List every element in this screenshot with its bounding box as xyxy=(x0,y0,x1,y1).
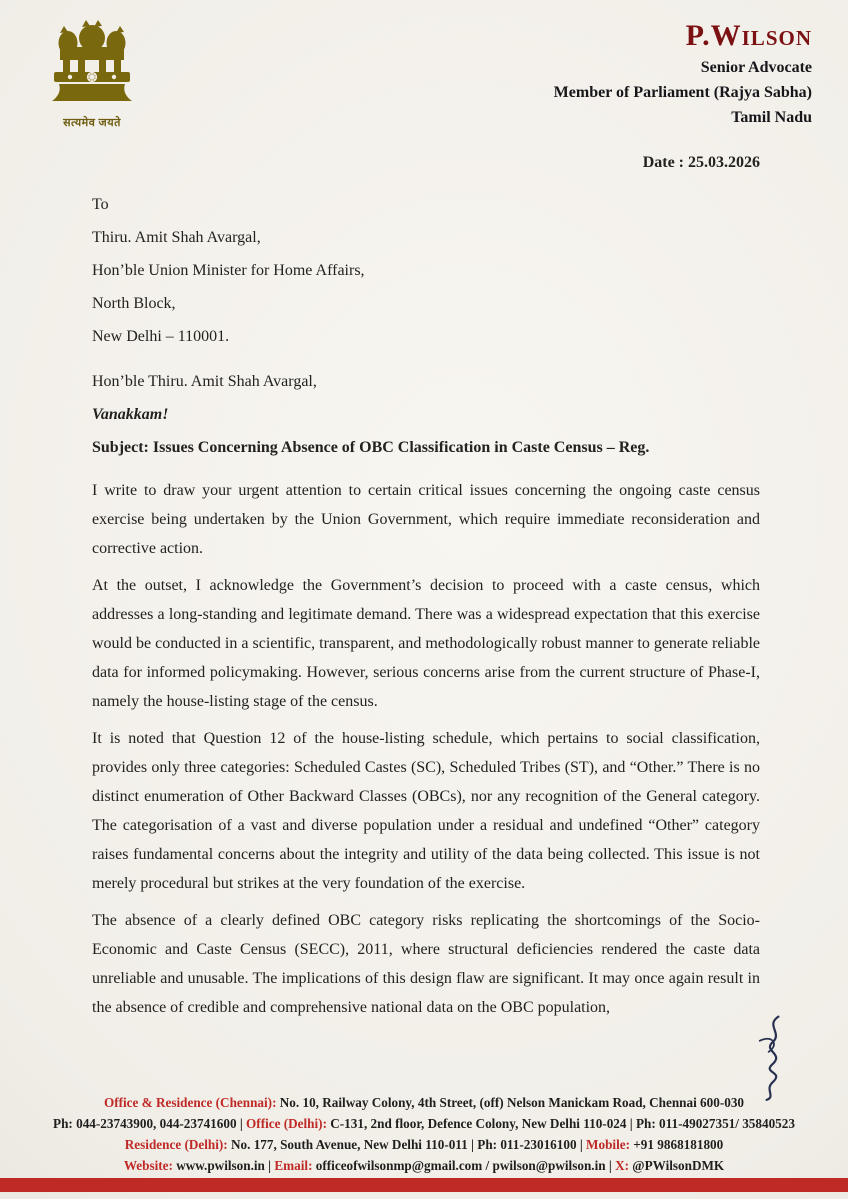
footer-line-chennai xyxy=(14,1092,834,1113)
ashoka-emblem-icon xyxy=(49,16,135,112)
ashoka-emblem xyxy=(40,16,144,130)
footer-contact-block xyxy=(14,1092,834,1176)
footer-label-delhi-residence: Residence (Delhi): xyxy=(124,1137,228,1152)
recipient-to: To xyxy=(92,196,109,213)
sender-title-advocate: Senior Advocate xyxy=(700,58,812,76)
footer-text-chennai-phones: Ph: 044-23743900, 044-23741600 | xyxy=(53,1116,247,1131)
footer-text-delhi-office-address: C-131, 2nd floor, Defence Colony, New Delhi 110-024 | Ph: 011-49027351/ 35840523 xyxy=(326,1116,795,1131)
footer-text-mobile-number: +91 9868181800 xyxy=(630,1137,724,1152)
recipient-address-city: New Delhi – 110001. xyxy=(92,328,230,345)
recipient-name: Thiru. Amit Shah Avargal, xyxy=(92,229,261,246)
greeting: Vanakkam! xyxy=(92,406,169,423)
footer-text-delhi-residence-address: No. 177, South Avenue, New Delhi 110-011 | Ph: 011-23016100 | xyxy=(227,1137,587,1152)
footer-label-mobile: Mobile: xyxy=(586,1137,630,1152)
footer-text-x-handle: @PWilsonDMK xyxy=(629,1158,725,1173)
footer-label-x-handle: X: xyxy=(615,1158,629,1173)
footer-label-website: Website: xyxy=(123,1158,173,1173)
letter-paragraph: At the outset, I acknowledge the Government’s decision to proceed with a caste census, which addresses a long-standing and legitimate demand. There was a widespread expectation that this exercise would be conducted in a scientific, transparent, and methodologically robust manner to generate reliable data for informed policymaking. However, serious concerns arise from the current structure of Phase-I, namely the house-listing stage of the census. xyxy=(92,577,760,710)
footer-text-website: www.pwilson.in | xyxy=(172,1158,275,1173)
footer-line-web-contacts xyxy=(14,1155,834,1176)
footer-text-chennai-address: No. 10, Railway Colony, 4th Street, (off) Nelson Manickam Road, Chennai 600-030 xyxy=(276,1095,745,1110)
footer-line-delhi-residence xyxy=(14,1134,834,1155)
footer-red-bar xyxy=(0,1178,848,1192)
footer-text-emails: officeofwilsonmp@gmail.com / pwilson@pwilson.in | xyxy=(312,1158,616,1173)
footer-label-email: Email: xyxy=(274,1158,313,1173)
letter-paragraph: The absence of a clearly defined OBC category risks replicating the shortcomings of the Socio-Economic and Caste Census (SECC), 2011, where structural deficiencies rendered the caste data unreliable and unusable. The implications of this design flaw are significant. It may once again result in the absence of credible and comprehensive national data on the OBC population, xyxy=(92,912,760,1016)
letter-body xyxy=(92,188,760,1030)
subject-label: Subject: xyxy=(92,439,149,456)
letterhead-sender-block xyxy=(554,20,812,172)
sender-title-state: Tamil Nadu xyxy=(731,108,812,126)
letter-paragraph: It is noted that Question 12 of the house-listing schedule, which pertains to social classification, provides only three categories: Scheduled Castes (SC), Scheduled Tribes (ST), and “Other.” There is no distinct enumeration of Other Backward Classes (OBCs), nor any recognition of the General category. The categorisation of a vast and diverse population under a residual and undefined “Other” category raises fundamental concerns about the integrity and utility of the data being collected. This issue is not merely procedural but strikes at the very foundation of the exercise. xyxy=(92,730,760,892)
letter-date: Date : 25.03.2026 xyxy=(642,153,760,171)
subject-line xyxy=(92,431,760,464)
recipient-address-line: North Block, xyxy=(92,295,176,312)
sender-name: P.Wilson xyxy=(685,19,812,52)
subject-text: Issues Concerning Absence of OBC Classification in Caste Census – Reg. xyxy=(148,439,650,456)
sender-title-parliament: Member of Parliament (Rajya Sabha) xyxy=(553,83,812,101)
emblem-motto: सत्यमेव जयते xyxy=(63,117,121,129)
recipient-designation: Hon’ble Union Minister for Home Affairs, xyxy=(92,262,365,279)
footer-line-phones-delhi-office xyxy=(14,1113,834,1134)
footer-label-chennai-office: Office & Residence (Chennai): xyxy=(103,1095,277,1110)
letter-paragraph: I write to draw your urgent attention to certain critical issues concerning the ongoing caste census exercise being undertaken by the Union Government, which require immediate reconsideration and corrective action. xyxy=(92,482,760,557)
salutation: Hon’ble Thiru. Amit Shah Avargal, xyxy=(92,373,317,390)
footer-label-delhi-office: Office (Delhi): xyxy=(246,1116,327,1131)
